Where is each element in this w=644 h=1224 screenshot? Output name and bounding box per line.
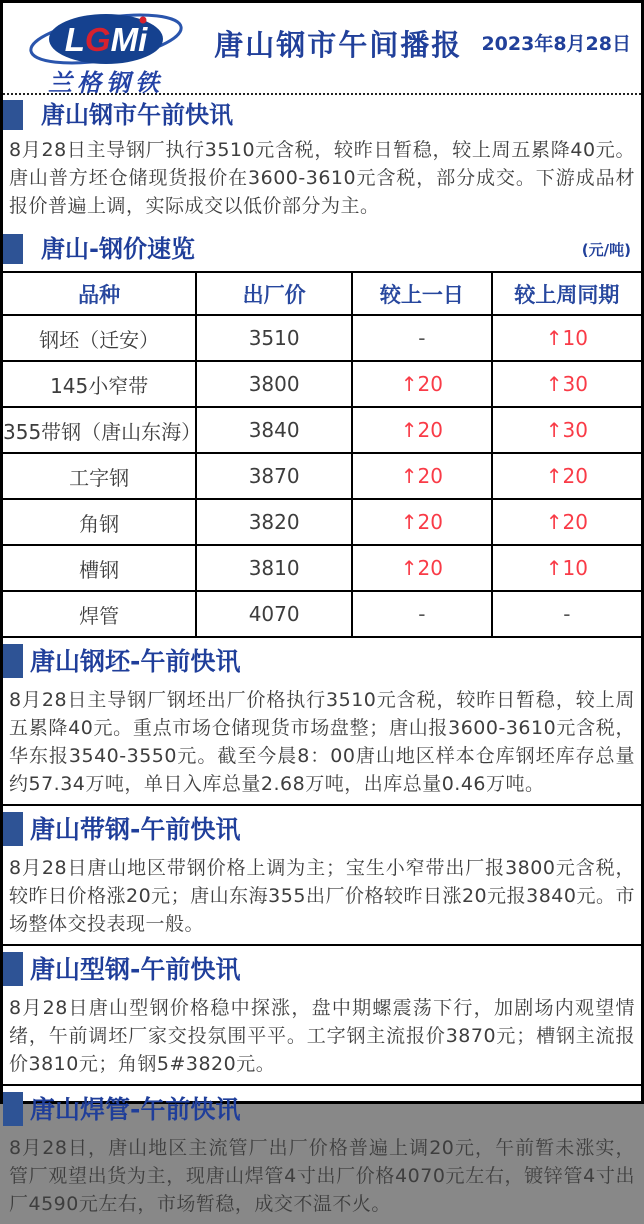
section-body: 8月28日唐山型钢价格稳中探涨，盘中期螺震荡下行，加剧场内观望情绪，午前调坯厂家交投氛围平平。工字钢主流报价3870元；槽钢主流报价3810元；角钢5#3820元。 — [9, 997, 635, 1075]
column-header-vs-last-week: 较上周同期 — [492, 272, 641, 315]
change-week-cell: ↑20 — [492, 453, 641, 499]
change-day-cell: - — [352, 591, 492, 637]
report-date: 2023年8月28日 — [481, 33, 631, 55]
section-header — [3, 946, 641, 990]
lgmi-logo — [17, 9, 195, 95]
change-week-cell: ↑30 — [492, 361, 641, 407]
section-marker-square — [3, 234, 23, 264]
section-body: 8月28日主导钢厂钢坯出厂价格执行3510元含税，较昨日暂稳，较上周五累降40元。重点市场仓储现货市场盘整；唐山报3600-3610元含税，华东报3540-3550元。截至今晨8：00唐山地区样本仓库钢坯库存总量约57.34万吨，单日入库总量2.68万吨，出库总量0.46万吨。 — [9, 689, 635, 795]
price-cell: 4070 — [196, 591, 352, 637]
section-billet-news — [3, 638, 641, 804]
page-header — [3, 3, 641, 97]
change-day-cell: ↑20 — [352, 453, 492, 499]
product-name-cell: 钢坯（迁安） — [3, 315, 196, 361]
table-header-row — [3, 272, 641, 315]
section-title: 唐山型钢-午前快讯 — [30, 954, 241, 984]
change-week-cell: ↑10 — [492, 315, 641, 361]
price-table — [3, 271, 641, 638]
product-name-cell: 工字钢 — [3, 453, 196, 499]
section-strip-news — [3, 804, 641, 944]
product-name-cell: 145小窄带 — [3, 361, 196, 407]
section-title: 唐山钢坯-午前快讯 — [30, 646, 241, 676]
product-name-cell: 355带钢（唐山东海） — [3, 407, 196, 453]
column-header-product: 品种 — [3, 272, 196, 315]
section-marker-square — [3, 952, 23, 986]
table-row — [3, 453, 641, 499]
change-day-cell: ↑20 — [352, 499, 492, 545]
page-title: 唐山钢市午间播报 — [214, 28, 463, 62]
price-cell: 3820 — [196, 499, 352, 545]
section-marker-square — [3, 100, 23, 130]
section-body: 8月28日主导钢厂执行3510元含税，较昨日暂稳，较上周五累降40元。唐山普方坯仓储现货报价在3600-3610元含税，部分成交。下游成品材报价普遍上调，实际成交以低价部分为主。 — [9, 139, 635, 217]
table-row — [3, 545, 641, 591]
product-name-cell: 角钢 — [3, 499, 196, 545]
section-body: 8月28日唐山地区带钢价格上调为主；宝生小窄带出厂报3800元含税，较昨日价格涨20元；唐山东海355出厂价格较昨日涨20元报3840元。市场整体交投表现一般。 — [9, 857, 635, 935]
change-week-cell: ↑10 — [492, 545, 641, 591]
product-name-cell: 槽钢 — [3, 545, 196, 591]
change-week-cell: ↑20 — [492, 499, 641, 545]
price-cell: 3810 — [196, 545, 352, 591]
change-day-cell: ↑20 — [352, 407, 492, 453]
price-cell: 3800 — [196, 361, 352, 407]
section-pipe-news — [3, 1084, 641, 1224]
section-title: 唐山钢市午前快讯 — [41, 101, 233, 129]
section-title: 唐山焊管-午前快讯 — [30, 1094, 241, 1124]
logo-text: LGMi — [64, 21, 148, 58]
column-header-price: 出厂价 — [196, 272, 352, 315]
table-row — [3, 499, 641, 545]
section-price-overview — [3, 234, 641, 638]
table-row — [3, 315, 641, 361]
section-header — [3, 638, 641, 682]
product-name-cell: 焊管 — [3, 591, 196, 637]
column-header-vs-prev-day: 较上一日 — [352, 272, 492, 315]
price-cell: 3840 — [196, 407, 352, 453]
section-header — [3, 234, 641, 264]
section-header — [3, 806, 641, 850]
section-marker-square — [3, 812, 23, 846]
price-cell: 3510 — [196, 315, 352, 361]
section-profile-news — [3, 944, 641, 1084]
change-week-cell: - — [492, 591, 641, 637]
price-cell: 3870 — [196, 453, 352, 499]
unit-label: (元/吨) — [581, 240, 631, 259]
logo-subtext: 兰格钢铁 — [48, 68, 164, 97]
section-title: 唐山带钢-午前快讯 — [30, 814, 241, 844]
table-row — [3, 591, 641, 637]
section-title: 唐山-钢价速览 — [41, 235, 195, 263]
section-market-quick-news — [3, 100, 641, 226]
section-body: 8月28日，唐山地区主流管厂出厂价格普遍上调20元，午前暂未涨实，管厂观望出货为主，现唐山焊管4寸出厂价格4070元左右，镀锌管4寸出厂4590元左右，市场暂稳，成交不温不火。 — [9, 1137, 635, 1215]
lgmi-logo-icon — [24, 9, 188, 73]
section-marker-square — [3, 644, 23, 678]
table-row — [3, 361, 641, 407]
section-header — [3, 1086, 641, 1130]
table-row — [3, 407, 641, 453]
change-day-cell: ↑20 — [352, 361, 492, 407]
section-header — [3, 100, 641, 130]
section-marker-square — [3, 1092, 23, 1126]
change-day-cell: - — [352, 315, 492, 361]
change-day-cell: ↑20 — [352, 545, 492, 591]
change-week-cell: ↑30 — [492, 407, 641, 453]
